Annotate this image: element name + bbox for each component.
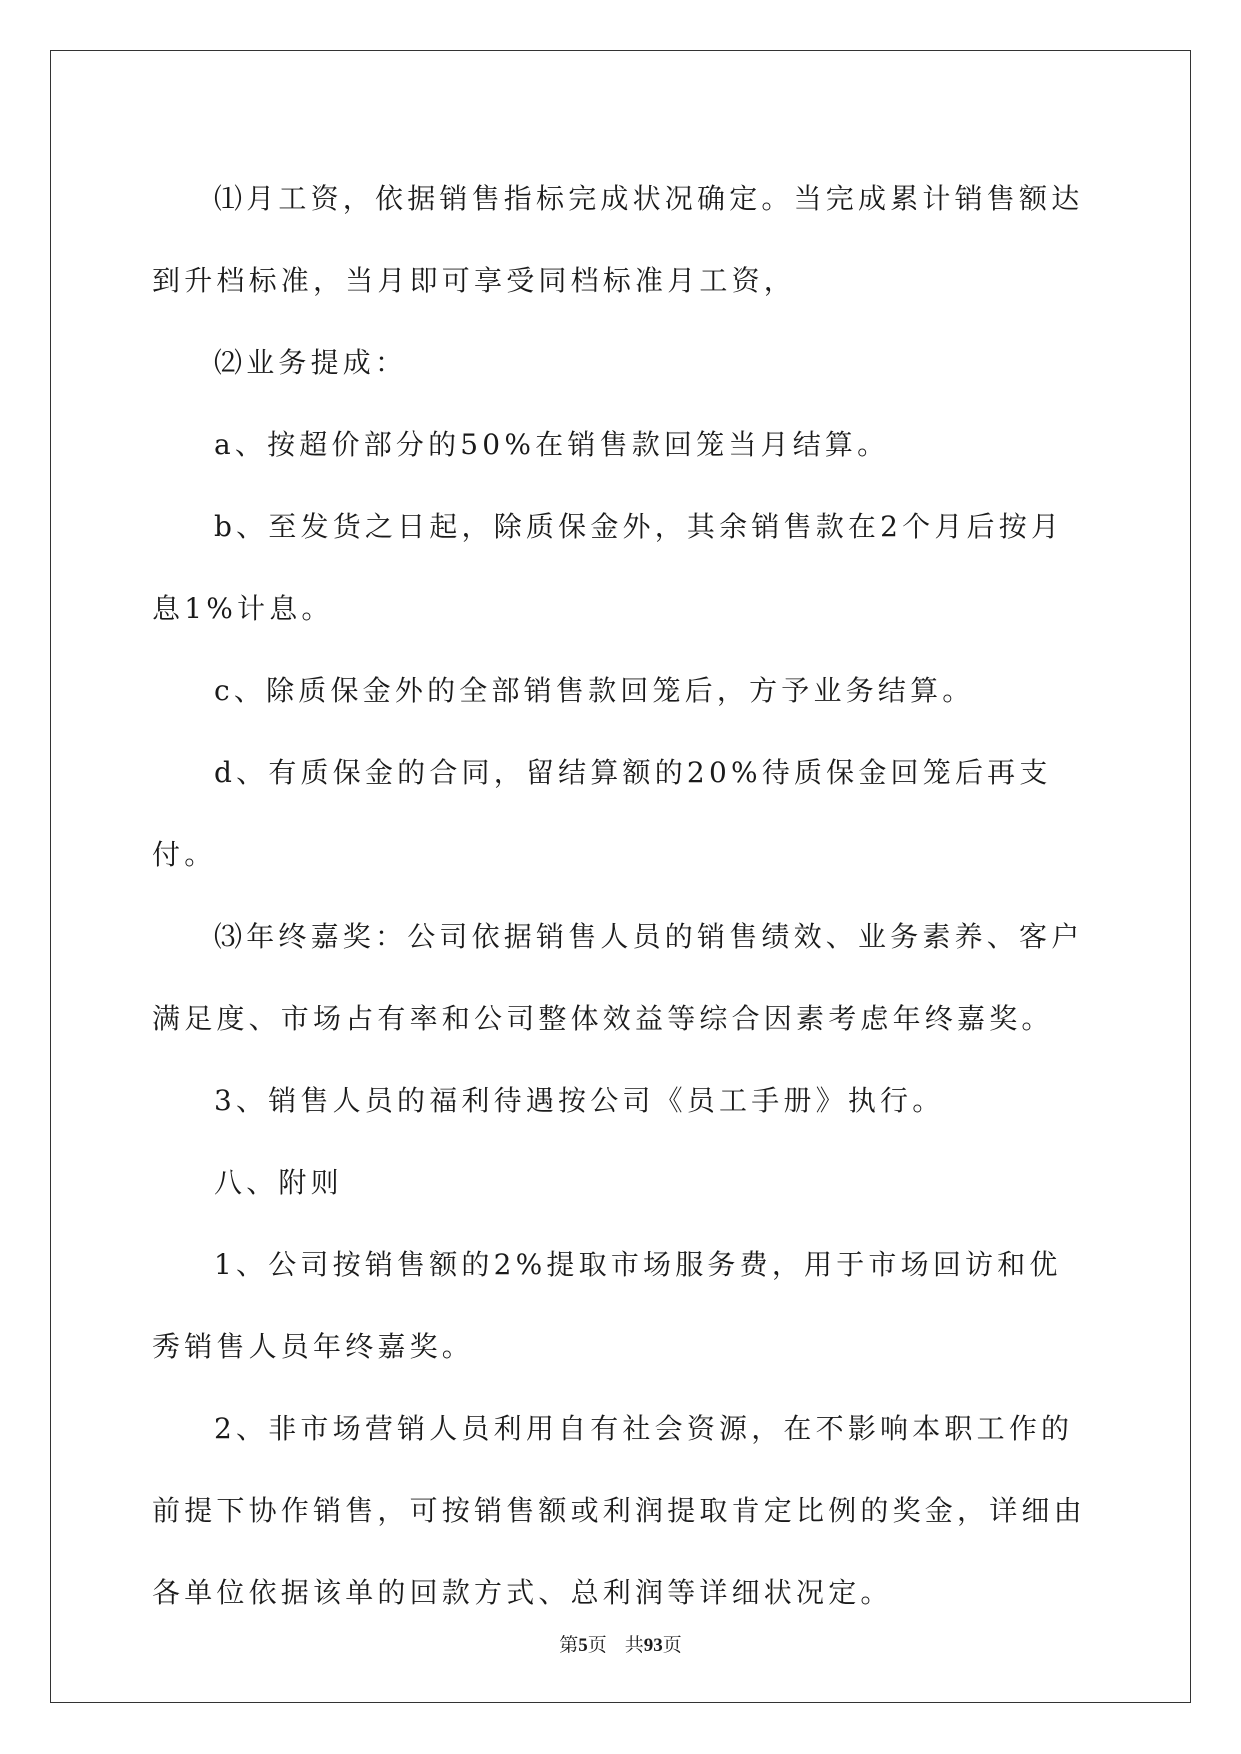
section-heading-appendix: 八、附则 — [214, 1166, 343, 1199]
paragraph-item-a: a、按超价部分的50%在销售款回笼当月结算。 — [214, 428, 890, 461]
paragraph-item-b: b、至发货之日起，除质保金外，其余销售款在2个月后按月息1%计息。 — [152, 510, 1064, 625]
page-suffix: 页 — [587, 1635, 607, 1656]
paragraph-item-c: c、除质保金外的全部销售款回笼后，方予业务结算。 — [214, 674, 975, 707]
page-footer — [0, 1630, 1241, 1657]
paragraph-year-end-bonus: ⑶年终嘉奖：公司依据销售人员的销售绩效、业务素养、客户满足度、市场占有率和公司整体效益等综合因素考虑年终嘉奖。 — [152, 920, 1084, 1035]
document-body — [152, 158, 1090, 1634]
page-number: 5 — [578, 1635, 588, 1656]
total-pages: 93 — [643, 1635, 663, 1656]
total-prefix: 共 — [624, 1635, 644, 1656]
paragraph-commission-heading: ⑵业务提成： — [214, 346, 408, 379]
page-prefix: 第 — [559, 1635, 579, 1656]
paragraph-item-d: d、有质保金的合同，留结算额的20%待质保金回笼后再支付。 — [152, 756, 1052, 871]
paragraph-service-fee: 1、公司按销售额的2%提取市场服务费，用于市场回访和优秀销售人员年终嘉奖。 — [152, 1248, 1062, 1363]
total-suffix: 页 — [662, 1635, 682, 1656]
paragraph-benefits: 3、销售人员的福利待遇按公司《员工手册》执行。 — [214, 1084, 945, 1117]
paragraph-non-sales-staff: 2、非市场营销人员利用自有社会资源，在不影响本职工作的前提下协作销售，可按销售额或利润提取肯定比例的奖金，详细由各单位依据该单的回款方式、总利润等详细状况定。 — [152, 1412, 1086, 1609]
paragraph-monthly-salary: ⑴月工资，依据销售指标完成状况确定。当完成累计销售额达到升档标准，当月即可享受同档标准月工资， — [152, 182, 1084, 297]
